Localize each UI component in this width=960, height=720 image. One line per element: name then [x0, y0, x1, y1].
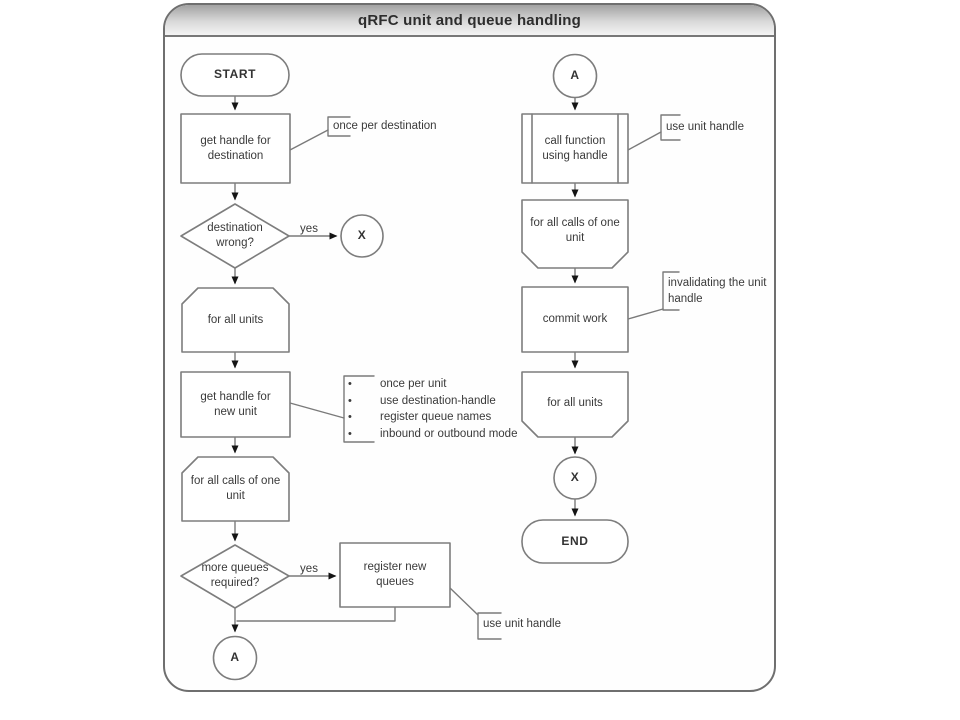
connector-x-right-label: X [570, 470, 580, 485]
annotation-invalidating-unit-handle: invalidating the unit handle [668, 277, 767, 305]
leader-once-per-destination [290, 130, 328, 150]
connector-x-left-label: X [357, 228, 367, 243]
register-new-queues-label: register new queues [363, 561, 427, 588]
bullet-item [344, 409, 529, 426]
leader-unit-bullets [290, 403, 344, 418]
annotation-once-per-destination: once per destination [333, 120, 437, 132]
bullet-icon: • [348, 427, 352, 440]
bullet-item [344, 393, 529, 410]
bullet-text: use destination-handle [380, 394, 496, 407]
bullet-icon: • [348, 411, 352, 423]
diagram-title: qRFC unit and queue handling [357, 11, 582, 29]
for-all-units-left-label: for all units [207, 313, 264, 326]
bullet-text: register queue names [380, 411, 492, 423]
for-all-calls-left-label: for all calls of one unit [190, 475, 281, 502]
for-all-units-right-label: for all units [547, 396, 603, 409]
leader-use-unit-handle-top [628, 132, 661, 150]
connector-a-right-label: A [570, 68, 580, 83]
bullet-item [344, 376, 529, 393]
leader-use-unit-handle-bottom [450, 588, 478, 615]
commit-work-label: commit work [542, 313, 608, 326]
start-label: START [213, 67, 257, 82]
end-label: END [561, 533, 589, 548]
bullet-item [344, 426, 529, 443]
bullet-icon: • [348, 394, 352, 407]
leader-invalidating [628, 309, 663, 319]
route-register-to-a-left [237, 607, 395, 621]
bullet-text: inbound or outbound mode [380, 427, 518, 440]
call-function-label: call function using handle [542, 134, 608, 162]
annotation-unit-bullets [344, 376, 529, 442]
more-queues-label: more queues required? [201, 562, 269, 589]
for-all-calls-right-label: for all calls of one unit [530, 217, 620, 244]
yes-label-1: yes [300, 222, 318, 235]
yes-label-2: yes [300, 562, 318, 575]
bullet-text: once per unit [380, 378, 447, 390]
bullet-icon: • [348, 378, 352, 390]
get-handle-new-unit-label: get handle for new unit [200, 390, 271, 418]
destination-wrong-label: destination wrong? [207, 222, 263, 249]
get-handle-destination-label: get handle for destination [200, 134, 271, 162]
annotation-use-unit-handle-bottom: use unit handle [483, 618, 562, 630]
connector-a-left-label: A [230, 650, 240, 665]
annotation-use-unit-handle-top: use unit handle [666, 121, 745, 133]
